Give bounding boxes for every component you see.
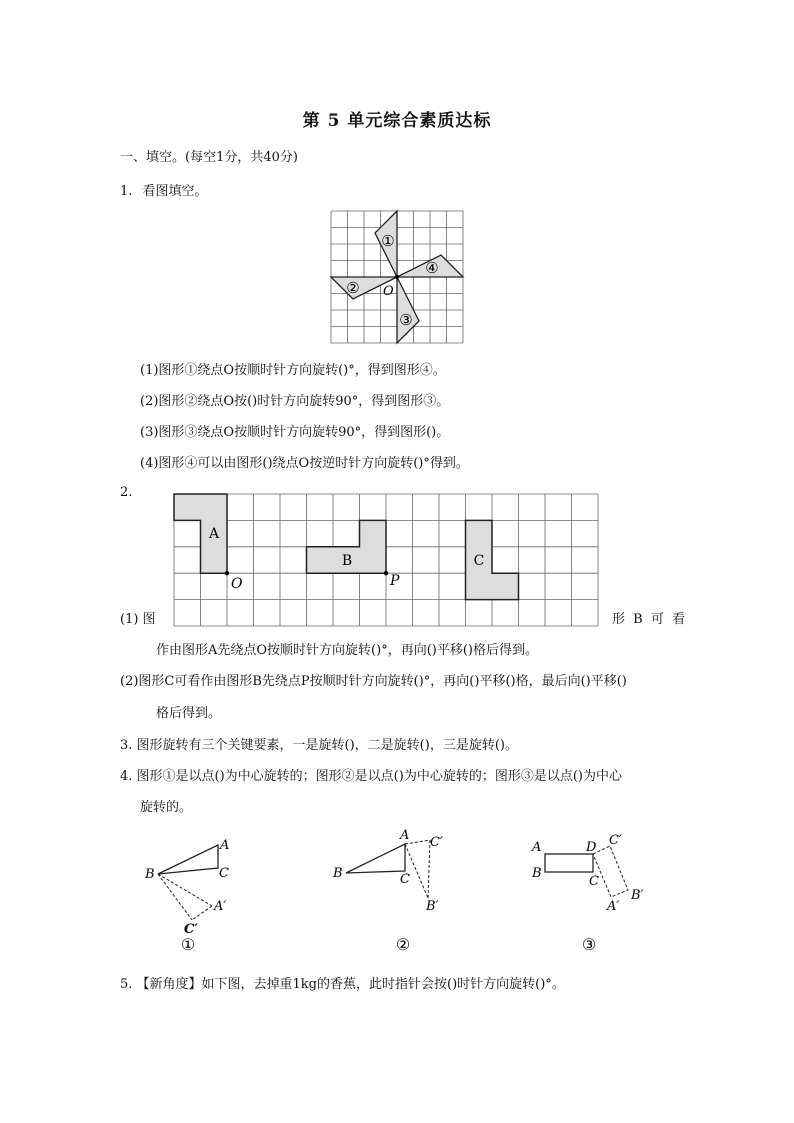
fig3-label-a-prime: A′ <box>607 899 620 914</box>
q1-sub2: (2)图形②绕点O按()时针方向旋转90°，得到图形③。 <box>140 394 450 409</box>
q1-label-o: O <box>383 284 394 299</box>
q1-number: 1. <box>120 184 133 199</box>
fig3-number: ③ <box>581 935 597 954</box>
fig3-rectangle-abcd <box>545 854 593 872</box>
fig3-label-c-prime: C′ <box>609 833 622 848</box>
q1-label-3: ③ <box>399 311 413 329</box>
q1-stem <box>120 180 208 199</box>
fig3-label-d: D <box>586 840 597 855</box>
q1-sub3: (3)图形③绕点O按顺时针方向旋转90°，得到图形()。 <box>140 425 450 440</box>
fig2-label-a: A <box>400 828 410 843</box>
q1-sub1: (1)图形①绕点O按顺时针方向旋转()°，得到图形④。 <box>140 363 446 378</box>
fig1-dash-bc <box>158 874 192 920</box>
fig1-label-a: A <box>220 838 230 853</box>
fig1-triangle-abc <box>158 845 218 874</box>
q2-label-p: P <box>390 573 400 589</box>
q1-text: 看图填空。 <box>142 184 208 199</box>
q1-label-4: ④ <box>425 259 439 277</box>
q5-text: 5. 【新角度】如下图，去掉重1kg的香蕉，此时指针会按()时针方向旋转()°。 <box>120 977 565 992</box>
q1-grid-figure <box>331 211 463 343</box>
q4-figure-3 <box>528 826 658 954</box>
fig1-label-c-prime: C′ <box>184 922 198 937</box>
q1-center-point <box>395 275 399 279</box>
q2-sub1-right: 形 B 可 看 <box>612 612 687 627</box>
q3-text: 3. 图形旋转有三个关键要素，一是旋转()，二是旋转()，三是旋转()。 <box>120 738 518 753</box>
q1-label-2: ② <box>346 279 360 297</box>
fig3-label-b-prime: B′ <box>631 888 644 903</box>
fig1-label-c: C <box>219 866 229 881</box>
q2-label-c: C <box>473 553 485 569</box>
q1-sub4: (4)图形④可以由图形()绕点O按逆时针方向旋转()°得到。 <box>140 456 469 471</box>
page-title: 第 5 单元综合素质达标 <box>302 111 492 131</box>
fig1-label-b: B <box>145 867 155 882</box>
q2-sub2: (2)图形C可看作由图形B先绕点P按顺时针方向旋转()°，再向()平移()格，最后向()平移() <box>120 674 627 689</box>
q2-sub1-left: (1) 图 <box>120 612 156 627</box>
fig1-number: ① <box>180 935 196 954</box>
fig2-number: ② <box>395 935 411 954</box>
q4-line2: 旋转的。 <box>140 800 193 815</box>
fig1-dash-ba <box>158 874 212 906</box>
q2-point-o <box>225 571 229 575</box>
q2-label-a: A <box>208 526 220 542</box>
q4-figure-1 <box>140 830 250 955</box>
q4-figure-2 <box>330 826 460 954</box>
q2-sub1-continued: 作由图形A先绕点O按顺时针方向旋转()°，再向()平移()格后得到。 <box>156 643 538 658</box>
fig1-dash-ac <box>192 906 212 920</box>
fig3-label-c: C <box>589 874 599 889</box>
q2-point-p <box>384 571 388 575</box>
q2-label-o: O <box>231 576 243 592</box>
section-heading: 一、填空。(每空1分，共40分) <box>120 150 298 165</box>
fig3-dashed-rectangle <box>593 846 628 897</box>
q2-sub2-continued: 格后得到。 <box>156 706 222 721</box>
fig1-label-a-prime: A′ <box>214 899 227 914</box>
fig2-label-b-prime: B′ <box>426 899 439 914</box>
q2-number: 2. <box>120 485 133 500</box>
fig2-label-c: C <box>400 872 410 887</box>
q4-line1: 4. 图形①是以点()为中心旋转的；图形②是以点()为中心旋转的；图形③是以点()为中心 <box>120 769 622 784</box>
q2-grid-figure <box>174 494 598 626</box>
fig2-triangle-abc <box>346 844 405 873</box>
fig2-dash-ab <box>405 844 428 898</box>
fig2-label-b: B <box>333 866 343 881</box>
fig2-label-c-prime: C′ <box>430 835 443 850</box>
fig3-label-b: B <box>532 866 542 881</box>
q1-label-1: ① <box>381 232 395 250</box>
q2-label-b: B <box>341 553 353 569</box>
fig3-label-a: A <box>532 840 542 855</box>
